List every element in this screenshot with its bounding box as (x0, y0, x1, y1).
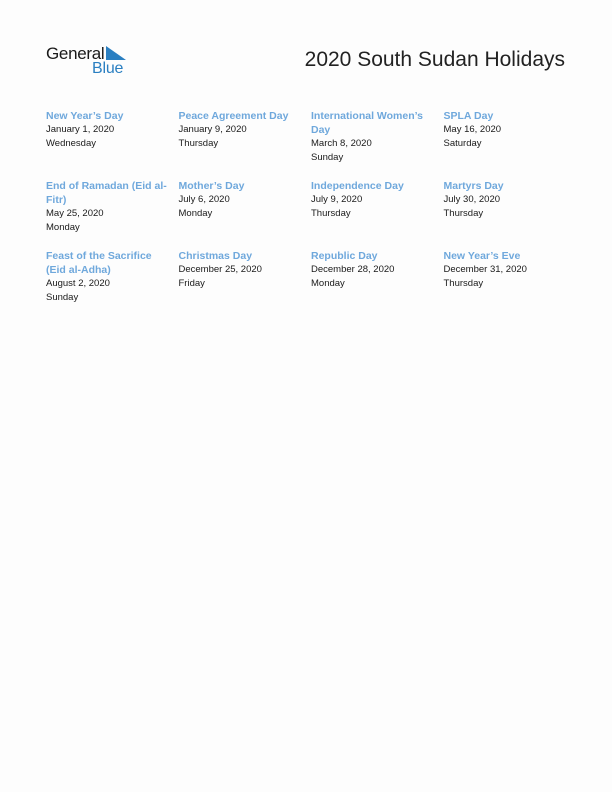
holiday-date: December 25, 2020 (178, 264, 262, 275)
holiday-item (444, 179, 577, 235)
holiday-name: SPLA Day (443, 110, 494, 122)
holiday-name: Republic Day (311, 250, 378, 262)
holiday-item (179, 249, 312, 305)
holiday-weekday: Thursday (311, 208, 351, 219)
holiday-weekday: Monday (311, 278, 345, 289)
holiday-row (46, 179, 576, 235)
holiday-row (46, 109, 576, 165)
holiday-weekday: Sunday (46, 292, 79, 303)
holiday-item (444, 249, 577, 305)
holiday-weekday: Thursday (443, 208, 484, 219)
holiday-name: End of Ramadan (Eid al-Fitr) (46, 180, 167, 206)
holiday-date: July 30, 2020 (443, 194, 501, 205)
page-title: 2020 South Sudan Holidays (304, 48, 565, 71)
holiday-item (444, 109, 577, 165)
holiday-item (179, 109, 312, 165)
holiday-weekday: Sunday (311, 152, 344, 163)
holiday-weekday: Thursday (178, 138, 219, 149)
holiday-name: Peace Agreement Day (178, 110, 289, 122)
holiday-date: May 25, 2020 (46, 208, 104, 219)
holiday-row (46, 249, 576, 305)
holiday-name: Independence Day (311, 180, 404, 192)
holiday-weekday: Monday (178, 208, 213, 219)
holiday-date: May 16, 2020 (443, 124, 502, 135)
holiday-date: January 1, 2020 (46, 124, 115, 135)
holiday-item (311, 109, 444, 165)
holiday-date: August 2, 2020 (46, 278, 110, 289)
holiday-item (46, 249, 179, 305)
holiday-date: July 6, 2020 (178, 194, 230, 205)
logo-text-blue: Blue (92, 60, 124, 77)
holiday-weekday: Saturday (443, 138, 482, 149)
holiday-name: Christmas Day (178, 250, 253, 262)
holiday-date: March 8, 2020 (311, 138, 372, 149)
holiday-date: January 9, 2020 (178, 124, 247, 135)
holiday-name: New Year’s Eve (443, 250, 521, 262)
holiday-name: International Women’s Day (311, 110, 424, 136)
holiday-date: December 28, 2020 (311, 264, 395, 275)
holiday-weekday: Monday (46, 222, 80, 233)
holiday-name: New Year’s Day (46, 110, 124, 122)
holiday-item (179, 179, 312, 235)
holiday-name: Martyrs Day (443, 180, 504, 192)
holiday-item (46, 179, 179, 235)
logo (46, 44, 136, 80)
holiday-weekday: Friday (178, 278, 205, 289)
holiday-name: Mother’s Day (178, 180, 245, 192)
holiday-date: December 31, 2020 (443, 264, 527, 275)
holiday-item (46, 109, 179, 165)
holiday-item (311, 179, 444, 235)
holiday-date: July 9, 2020 (311, 194, 363, 205)
holiday-weekday: Wednesday (46, 138, 96, 149)
holiday-item (311, 249, 444, 305)
holiday-weekday: Thursday (443, 278, 484, 289)
logo-text-general: General (46, 44, 105, 63)
holiday-grid (46, 109, 576, 319)
holiday-name: Feast of the Sacrifice (Eid al-Adha) (46, 250, 152, 276)
